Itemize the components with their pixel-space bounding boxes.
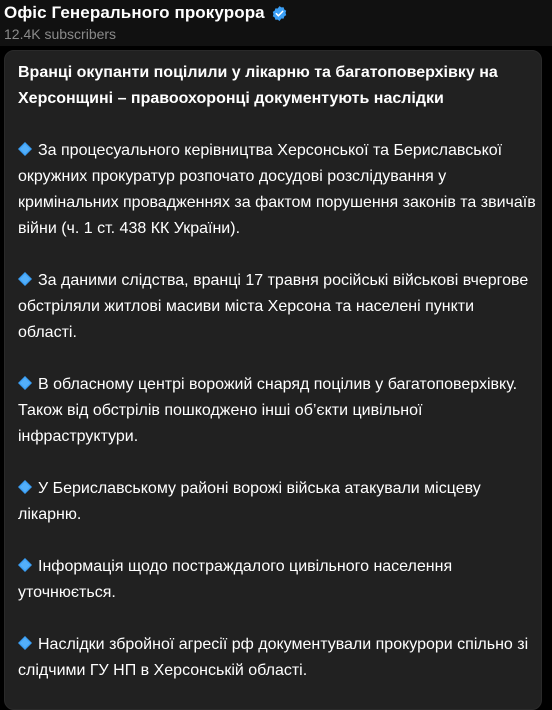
blue-diamond-icon [18,555,32,569]
post-paragraph [18,372,536,450]
channel-header[interactable] [0,0,552,46]
channel-title[interactable]: Офіс Генерального прокурора [4,3,265,22]
blue-diamond-icon [18,477,32,491]
paragraph-text: В обласному центрі ворожий снаряд поцілив у багатоповерхівку. Також від обстрілів пошкоджено інші об’єкти цивільної інфраструктури. [18,376,518,445]
subscriber-count: 12.4K subscribers [4,26,117,42]
post-paragraph [18,554,536,606]
message-text [18,60,536,710]
blue-diamond-icon [18,139,32,153]
paragraph-text: Наслідки збройної агресії рф документували прокурори спільно зі слідчими ГУ НП в Херсонській області. [18,636,529,679]
blue-diamond-icon [18,373,32,387]
message-bubble[interactable] [4,50,542,710]
verified-badge-icon [271,5,288,22]
channel-title-row [4,3,288,23]
blue-diamond-icon [18,269,32,283]
blue-diamond-icon [18,633,32,647]
paragraph-text: У Бериславському районі ворожі війська атакували місцеву лікарню. [18,480,481,523]
post-headline: Вранці окупанти поцілили у лікарню та багатоповерхівку на Херсонщині – правоохоронці документують наслідки [18,64,498,107]
paragraph-text: За даними слідства, вранці 17 травня російські військові вчергове обстріляли житлові масиви міста Херсона та населені пункти області. [18,272,529,341]
post-paragraph [18,632,536,684]
paragraph-text: Інформація щодо постраждалого цивільного населення уточнюється. [18,558,453,601]
post-paragraph [18,268,536,346]
post-paragraph [18,138,536,242]
paragraph-text: За процесуального керівництва Херсонської та Бериславської окружних прокуратур розпочато досудові розслідування у кримінальних провадженнях за фактом порушення законів та звичаїв війни (ч. 1 ст. 438 КК України). [18,142,536,237]
post-paragraph [18,476,536,528]
